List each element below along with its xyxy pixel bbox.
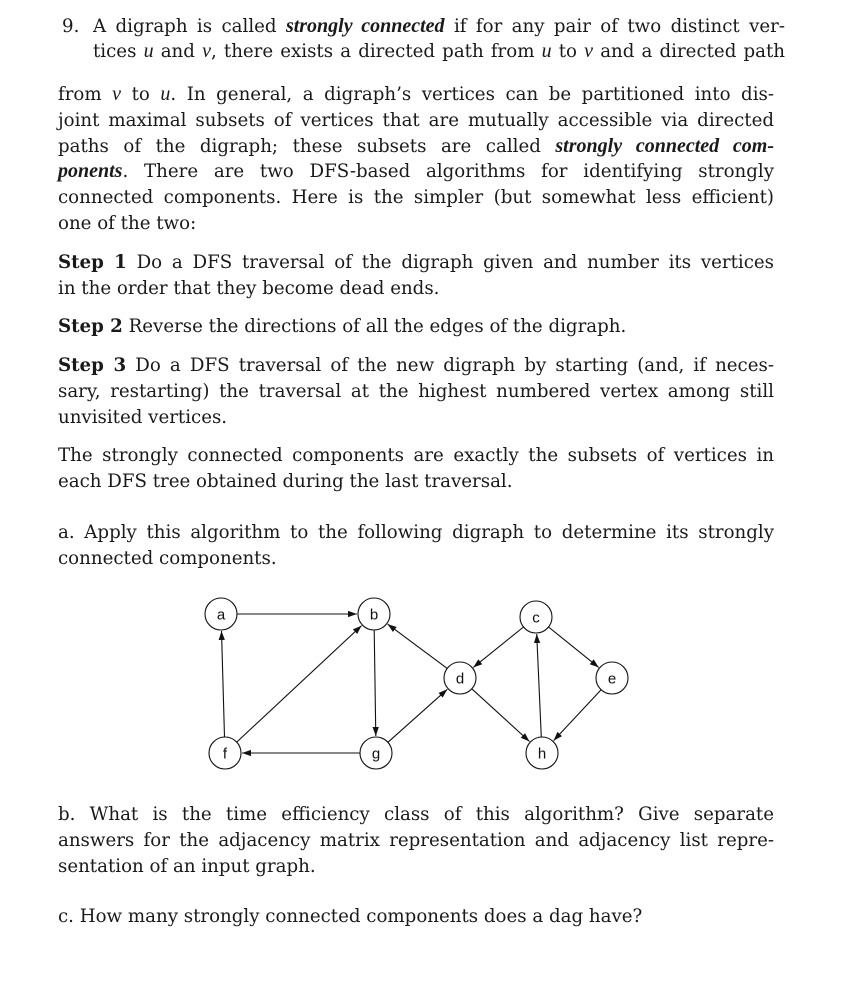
- node-label: a: [216, 606, 226, 624]
- node-f: [209, 737, 241, 769]
- text-run: . There are two DFS-based algorithms for identifying strongly: [122, 161, 774, 183]
- node-g: [360, 737, 392, 769]
- paragraph-line: a. Apply this algorithm to the following digraph to determine its strongly: [58, 522, 774, 543]
- node-label: h: [537, 745, 547, 763]
- edge-e-to-h: [554, 690, 602, 741]
- intro-text-1a: A digraph is called: [93, 16, 286, 37]
- edge-f-to-b: [237, 626, 362, 743]
- paragraph-line: each DFS tree obtained during the last traversal.: [58, 470, 513, 492]
- node-e: [596, 662, 628, 694]
- paragraph-line: [58, 82, 774, 108]
- intro-text-2b: and: [153, 41, 203, 62]
- edge-c-to-e: [549, 627, 599, 667]
- math-u: u: [143, 40, 154, 62]
- text-run: to: [121, 84, 161, 105]
- step-line: [58, 314, 774, 340]
- step-text: Do a DFS traversal of the digraph given and number its vertices: [126, 252, 774, 273]
- paragraph-line: c. How many strongly connected components does a dag have?: [58, 906, 643, 927]
- text-run: paths of the digraph; these subsets are called: [58, 135, 556, 157]
- edge-b-to-g: [374, 630, 376, 736]
- step-line: unvisited vertices.: [58, 406, 228, 428]
- step-label: Step 3: [58, 355, 127, 376]
- edge-c-to-d: [473, 627, 523, 667]
- text-run: from: [58, 84, 113, 105]
- paragraph-line: joint maximal subsets of vertices that are mutually accessible via directed: [58, 109, 774, 131]
- graph-edges: [222, 614, 602, 753]
- term-scc-continued: ponents: [58, 160, 123, 183]
- conclusion-paragraph: [58, 443, 774, 495]
- intro-text-2c: , there exists a directed path from: [210, 41, 542, 62]
- paragraph-line: [58, 134, 774, 160]
- term-scc: strongly connected com-: [555, 134, 774, 157]
- node-h: [526, 737, 558, 769]
- node-label: d: [455, 670, 465, 688]
- node-b: [358, 598, 390, 630]
- math-u: u: [541, 40, 552, 62]
- node-d: [444, 662, 476, 694]
- intro-text-2a: tices: [93, 41, 144, 62]
- intro-text-2d: to: [551, 41, 585, 62]
- paragraph-line: answers for the adjacency matrix representation and adjacency list repre-: [58, 829, 774, 851]
- graph-nodes: [205, 598, 628, 769]
- paragraph-line: [58, 159, 774, 185]
- paragraph-line: one of the two:: [58, 212, 197, 234]
- step-line: sary, restarting) the traversal at the highest numbered vertex among still: [58, 380, 774, 402]
- math-v: v: [202, 40, 211, 62]
- node-c: [520, 601, 552, 633]
- edge-g-to-d: [388, 689, 447, 742]
- edge-h-to-c: [537, 634, 542, 737]
- step-2: [58, 314, 774, 340]
- step-text: Do a DFS traversal of the new digraph by starting (and, if neces-: [126, 355, 774, 376]
- step-1: [58, 250, 774, 302]
- node-label: g: [371, 745, 381, 763]
- digraph: [190, 590, 650, 780]
- intro-line-1: [93, 14, 785, 40]
- step-line: [58, 250, 774, 276]
- math-v: v: [584, 40, 594, 62]
- definition-paragraph: [58, 82, 774, 237]
- intro-text-1b: if for any pair of two distinct ver-: [444, 16, 785, 37]
- node-label: c: [532, 609, 540, 627]
- step-text: Reverse the directions of all the edges of the digraph.: [122, 316, 627, 337]
- paragraph-line: b. What is the time efficiency class of this algorithm? Give separate: [58, 804, 774, 825]
- term-strongly-connected: strongly connected: [285, 15, 445, 37]
- math-v: v: [112, 83, 122, 105]
- part-c: [58, 904, 774, 930]
- intro-text-2e: and a directed path: [593, 41, 785, 62]
- step-line: in the order that they become dead ends.: [58, 277, 440, 299]
- step-line: [58, 353, 774, 379]
- part-b: [58, 802, 774, 879]
- question-number: 9.: [62, 16, 80, 37]
- step-label: Step 1: [58, 252, 127, 273]
- paragraph-line: connected components.: [58, 547, 277, 569]
- edge-d-to-h: [472, 689, 530, 742]
- node-a: [205, 598, 237, 630]
- math-u: u: [160, 83, 171, 105]
- node-label: b: [369, 606, 379, 624]
- intro-line-2: [93, 39, 785, 65]
- edge-f-to-a: [222, 631, 225, 737]
- paragraph-line: connected components. Here is the simpler (but somewhat less efficient): [58, 187, 774, 209]
- edge-d-to-b: [388, 624, 448, 668]
- step-label: Step 2: [58, 316, 123, 337]
- paragraph-line: sentation of an input graph.: [58, 855, 316, 877]
- paragraph-line: The strongly connected components are exactly the subsets of vertices in: [58, 445, 774, 466]
- text-run: . In general, a digraph’s vertices can be partitioned into dis-: [170, 84, 774, 105]
- node-label: f: [222, 745, 228, 763]
- part-a: [58, 520, 774, 572]
- step-3: [58, 353, 774, 430]
- node-label: e: [607, 670, 617, 688]
